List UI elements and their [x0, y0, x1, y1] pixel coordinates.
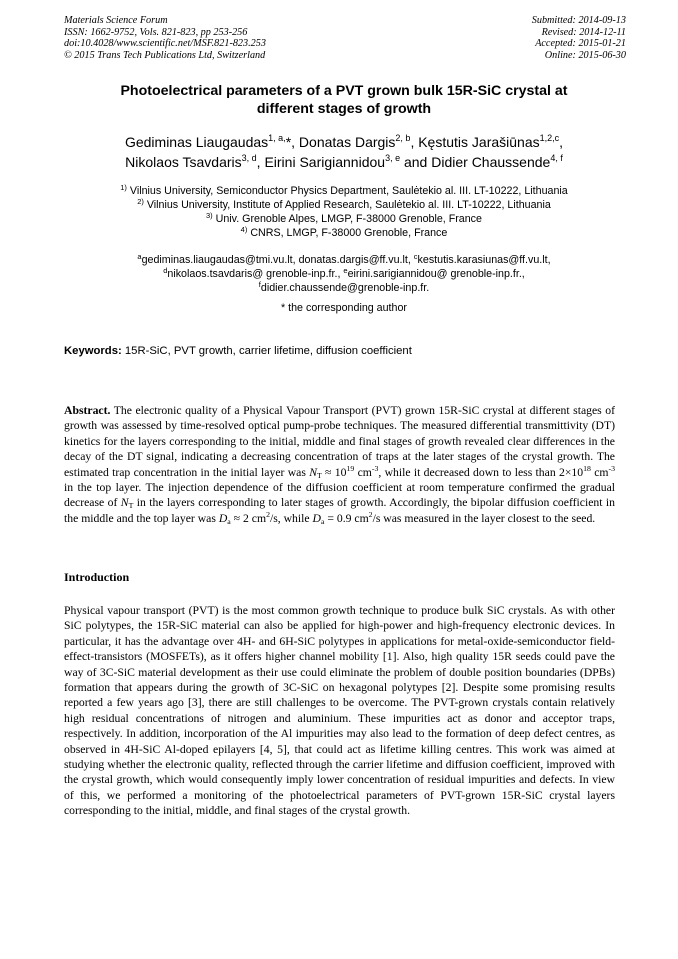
affiliation-text: CNRS, LMGP, F-38000 Grenoble, France [247, 227, 448, 239]
submission-dates [532, 15, 626, 61]
affiliation-text: Vilnius University, Semiconductor Physics Department, Saulėtekio al. III. LT-10222, Lithuania [126, 185, 568, 197]
email-text[interactable]: nikolaos.tsavdaris@ grenoble-inp.fr., [167, 268, 344, 281]
abstract-text: cm [354, 465, 372, 479]
issn-line: ISSN: 1662-9752, Vols. 821-823, pp 253-256 [64, 26, 248, 38]
email-line-1 [64, 253, 624, 267]
corresponding-author-note: * the corresponding author [281, 302, 407, 314]
abstract-text: , while it decreased down to less than 2×10 [378, 465, 584, 479]
symbol-n: N [309, 465, 317, 479]
author-affiliation-mark: 4, f [550, 152, 563, 163]
keywords [64, 344, 624, 358]
author-line-1 [64, 133, 624, 153]
affiliation-mark: 1) [120, 183, 127, 192]
title-line-2: different stages of growth [256, 100, 432, 117]
introduction-paragraph: Physical vapour transport (PVT) is the most common growth technique to produce bulk SiC crystals. As with other SiC polytypes, the 15R-SiC material can also be applied for high-power and high-frequency electronic devices. In particular, it has the advantage over 4H- and 6H-SiC polytypes in applications for metal-oxide-semiconductor field-effect-transistors (MOSFETs), as it offers higher channel mobility [1]. Also, high quality 15R seeds could pave the way of 3C-SiC material development as their use could eliminate the problem of double position boundaries (DPBs) formation that appears during the growth of 3C-SiC on hexagonal polytypes [2]. Despite some promising results reported a few years ago [3], there are still challenges to be overcome. The PVT-grown crystals contain relatively high residual concentrations of nitrogen and aluminium. These impurities act as donor and acceptor traps, respectively. In addition, incorporation of the Al impurities may also lead to the formation of deep defect centres, as observed in 4H-SiC Al-doped epilayers [4, 5], that could act as lifetime killing centres. This work was aimed at studying whether the electronic quality, reflected through the carrier lifetime and diffusion coefficient, improved with the crystal growth, which would consequently imply lower concentration of residual impurities and defects. In view of this, we performed a monitoring of the photoelectrical parameters of PVT-grown 15R-SiC crystal layers corresponding to the initial, middle, and final stages of the crystal growth. [64, 604, 615, 818]
email-text[interactable]: didier.chaussende@grenoble-inp.fr. [260, 282, 430, 295]
symbol-subscript: a [320, 516, 325, 526]
paper-title [64, 83, 624, 118]
copyright-line: © 2015 Trans Tech Publications Ltd, Switzerland [64, 49, 266, 61]
abstract-text: /s was measured in the layer closest to the seed. [372, 511, 596, 525]
email-text[interactable]: eirini.sarigiannidou@ grenoble-inp.fr., [347, 268, 525, 281]
abstract-text: in the top layer. The injection dependence of the diffusion coefficient at room temperature confirmed the gradual decrease of [64, 481, 615, 510]
accepted-date: Accepted: 2015-01-21 [535, 38, 626, 50]
author-separator: , [559, 134, 564, 150]
author-name: Kęstutis Jarašiūnas [418, 134, 540, 150]
submitted-date: Submitted: 2014-09-13 [531, 15, 626, 26]
author-line-2 [64, 153, 624, 173]
introduction-heading: Introduction [64, 570, 130, 584]
email-mark: d [163, 266, 168, 276]
email-line-2 [64, 267, 624, 281]
author-name: Donatas Dargis [298, 134, 396, 150]
affiliation-item [64, 226, 624, 240]
abstract-text: The electronic quality of a Physical Vapour Transport (PVT) grown 15R-SiC crystal at different stages of growth was assessed by time-resolved optical pump-probe techniques. The measured differential transmittivity (DT) kinetics for the layers corresponding to the initial, middle and final stages of growth revealed clear differences in the decay of the DT signal, indicating a decreasing concentration of traps at the later stages of the crystal growth. The estimated trap concentration in the initial layer was [64, 404, 615, 479]
abstract-text: ≈ 10 [321, 465, 347, 479]
author-affiliation-mark: 3, e [385, 152, 401, 163]
journal-name: Materials Science Forum [64, 15, 168, 26]
email-mark: a [137, 252, 142, 261]
affiliation-mark: 3) [206, 211, 213, 220]
symbol-subscript: a [227, 516, 231, 526]
affiliation-mark: 2) [137, 197, 144, 206]
author-affiliation-mark: 2, b [395, 133, 411, 143]
doi-line: doi:10.4028/www.scientific.net/MSF.821-823.253 [64, 38, 266, 50]
exponent: -3 [608, 463, 615, 473]
symbol-subscript: T [128, 501, 134, 511]
affiliation-text: Vilnius University, Institute of Applied Research, Saulėtekio al. III. LT-10222, Lithuania [143, 199, 551, 211]
online-date: Online: 2015-06-30 [544, 49, 626, 61]
affiliation-text: Univ. Grenoble Alpes, LMGP, F-38000 Grenoble, France [212, 213, 482, 225]
keywords-text: 15R-SiC, PVT growth, carrier lifetime, diffusion coefficient [121, 345, 412, 357]
email-text[interactable]: kestutis.karasiunas@ff.vu.lt, [417, 254, 551, 266]
keywords-label: Keywords: [64, 345, 122, 357]
author-name: Eirini Sarigiannidou [264, 153, 386, 170]
exponent: 18 [583, 463, 591, 473]
corresponding-star: * [285, 134, 292, 150]
email-mark: f [258, 280, 261, 290]
exponent: 19 [346, 463, 355, 473]
abstract-label: Abstract. [64, 404, 111, 417]
email-mark: c [413, 252, 418, 261]
symbol-d: D [312, 511, 321, 525]
symbol-d: D [218, 511, 228, 525]
revised-date: Revised: 2014-12-11 [541, 26, 626, 38]
author-affiliation-mark: 3, d [241, 152, 257, 163]
email-list [64, 253, 624, 296]
email-mark: e [343, 266, 348, 276]
author-separator: , [256, 153, 265, 170]
abstract-text: ≈ 2 cm [230, 511, 267, 525]
author-name: Didier Chaussende [431, 153, 551, 170]
affiliation-list [64, 184, 624, 240]
author-name: Gediminas Liaugaudas [124, 134, 269, 150]
abstract-text: in the layers corresponding to later stages of growth. Accordingly, the bipolar diffusion coefficient in the middle and the top layer was [64, 496, 615, 525]
abstract-text: = 0.9 cm [324, 511, 369, 525]
abstract-paragraph [64, 403, 615, 526]
affiliation-item [64, 184, 624, 198]
author-affiliation-mark: 1,2,c [539, 133, 560, 143]
abstract-text: /s, while [269, 511, 313, 525]
author-list [64, 133, 624, 172]
email-line-3 [64, 281, 624, 295]
author-affiliation-mark: 1, a, [268, 133, 286, 143]
exponent: 2 [266, 509, 270, 519]
exponent: 2 [368, 509, 373, 519]
author-separator: and [400, 153, 432, 170]
symbol-n: N [120, 496, 129, 510]
affiliation-item [64, 212, 624, 226]
exponent: -3 [371, 463, 379, 473]
abstract-text: cm [590, 465, 609, 479]
author-separator: , [410, 134, 419, 150]
affiliation-item [64, 198, 624, 212]
email-text[interactable]: gediminas.liaugaudas@tmi.vu.lt, donatas.dargis@ff.vu.lt, [141, 254, 414, 266]
journal-info [64, 15, 266, 61]
affiliation-mark: 4) [240, 225, 248, 234]
author-name: Nikolaos Tsavdaris [125, 153, 242, 170]
title-line-1: Photoelectrical parameters of a PVT grown bulk 15R-SiC crystal at [120, 83, 568, 99]
author-separator: , [291, 134, 299, 150]
symbol-subscript: T [316, 470, 322, 480]
